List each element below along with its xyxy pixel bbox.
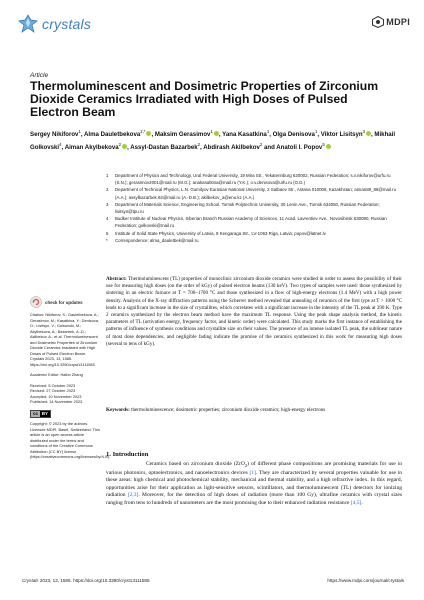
author-name[interactable]: Maksim Gerasimov	[154, 131, 211, 139]
affiliation-item	[106, 186, 402, 200]
author-affiliation-marker: 1	[78, 129, 81, 134]
refresh-icon	[30, 296, 42, 308]
cc-by-license-badge[interactable]	[30, 410, 51, 419]
article-type: Article	[30, 72, 49, 79]
author-affiliation-marker: 2	[259, 141, 263, 147]
accepted-date: Accepted: 10 November 2023	[30, 393, 82, 399]
author-affiliation-marker: 5	[322, 141, 325, 147]
affiliation-item	[106, 201, 402, 215]
footer-journal-url[interactable]: https://www.mdpi.com/journal/crystals	[327, 578, 404, 583]
affiliation-number: 5	[106, 230, 109, 236]
footer-doi[interactable]: 2023, 13, 1585. https://doi.org/10.3390/cryst13111585	[39, 578, 150, 583]
author-list: Sergey Nikiforov$^1$, Alma Dauletbekova$^{2,*}$ , Maksim Gerasimov$^1$ , Yana Kasatkina$^1$, Olga Denisova$^1$, Viktor Lisitsyn$^3$ , Mikhail Golkovski$^4$, Aiman Akylbekova$^2$ , Assyl-Dastan Bazarbek$^2$, Abdirash Akilbekov$^2$ and Anatoli I. Popov$^5$	[30, 129, 396, 151]
cc-badge-left: cc	[33, 411, 38, 416]
section-heading-introduction: 1. Introduction	[106, 451, 149, 458]
orcid-icon[interactable]	[146, 131, 151, 136]
author-affiliation-marker: 3	[362, 129, 366, 134]
affiliation-item	[106, 215, 402, 229]
author-affiliation-marker: 2,*	[140, 129, 146, 134]
journal-name: crystals	[42, 16, 92, 32]
author-name[interactable]: Abdirash Akilbekov	[203, 143, 260, 151]
affiliation-number: 4	[106, 216, 109, 222]
affiliation-text: Department of Technical Physics, L.N. Gumilyov Eurasian National University, 2 Satbaev Str., Astana 010008, Kazakhstan; aiman88_88@mail.ru (A.A.); assylbazarbek.92@mail.ru (A.-D.B.); akilbekov_a@enu.kz (A.A.)	[115, 187, 397, 200]
author-affiliation-marker: 1	[314, 129, 318, 134]
intro-text-c: . They are characterized by several properties valuable for use in these areas: high chemical and photochemical stability, mechanical and thermal stability, and a high refractive index. In this regard, opportunities arise for their application as light-sensitive sensors, scintillators, and thermoluminescent (TL) detectors for ionizing radiation	[106, 469, 402, 499]
revised-date: Revised: 27 October 2023	[30, 388, 76, 393]
cc-badge-right: BY	[41, 411, 48, 416]
author-name[interactable]: Viktor Lisitsyn	[320, 131, 363, 139]
copyright-text: Copyright: © 2023 by the authors. Licensee MDPI, Basel, Switzerland. This article is an open access article distributed under the terms and conditions of the Creative Commons Attribution (CC BY) license (https://creativecommons.org/licenses/by/4.0/).	[30, 421, 111, 459]
received-date: Received: 5 October 2023	[30, 382, 76, 388]
affiliation-text: Department of Materials Science, Engineering School, Tomsk Polytechnic University, 30 Lenin Ave., Tomsk 634050, Russian Federation; lisitsyn@tpu.ru	[115, 201, 380, 215]
keywords-label: Keywords:	[106, 407, 130, 413]
publication-dates	[30, 383, 100, 405]
affiliation-text: Correspondence: alma_dauletbek@mail.ru	[115, 237, 199, 243]
affiliation-number: 3	[106, 201, 109, 207]
published-date: Published: 14 November 2023	[30, 399, 83, 404]
affiliation-list	[106, 172, 402, 244]
author-name[interactable]: Sergey Nikiforov	[30, 131, 79, 139]
publisher-name: MDPI	[386, 17, 410, 27]
author-name[interactable]: Yana Kasatkina	[222, 131, 267, 139]
author-affiliation-marker: 2	[197, 141, 201, 147]
check-for-updates-button[interactable]	[30, 296, 100, 308]
author-name[interactable]: Alma Dauletbekova	[84, 131, 141, 139]
citation-text: Citation: Nikiforov, S.; Dauletbekova, A.; Gerasimov, M.; Kasatkina, Y.; Denisova, O.; Lisitsyn, V.; Golkovski, M.; Akylbekova, A.; Bazarbek, A.-D.; Akilbekov, A.; et al. Thermoluminescent and Dosimetric Properties of Zirconium Dioxide Ceramics Irradiated with High Doses of Pulsed Electron Beam. Crystals 2023, 13, 1585. https://doi.org/10.3390/cryst13111585	[30, 312, 99, 367]
orcid-icon[interactable]	[326, 144, 331, 149]
check-for-updates-label: check for updates	[45, 299, 83, 305]
page-header	[18, 14, 410, 42]
abstract-text: Thermoluminescent (TL) properties of monoclinic zirconium dioxide ceramics were studied in order to assess the possibility of their use for measuring high doses (on the order of kGy) of pulsed electron beams (130 keV). Two types of samples were used: those synthesized by sintering in an electric furnace at T = 700–1700 °C and those synthesized in a flow of high-energy electrons (1.4 MeV) with a high power density. Analysis of the X-ray diffraction patterns using the Scherrer method revealed that annealing of ceramics of the first type at T > 1000 °C leads to a significant increase in the size of crystallites, which correlates with a significant increase in the intensity of the TL peak at 390 K. Type 2 ceramics synthesized by the electron beam method have the maximum TL response. Using the peak shape analysis method, the kinetic parameters of TL (activation energy, frequency factor, and kinetic order) were calculated. This study marks the first instance of establishing the patterns of influence of synthesis conditions and crystallite size on their values. The presence of an intense isolated TL peak, the sublinear nature of most dose dependencies, and negligible fading indicate the promise of the ceramics synthesized in this work for measuring high doses (several to tens of kGy).	[106, 276, 402, 347]
affiliation-number: *	[106, 237, 108, 243]
abstract	[106, 276, 402, 348]
page-title: Thermoluminescent and Dosimetric Properties of Zirconium Dioxide Ceramics Irradiated with High Doses of Pulsed Electron Beam	[30, 79, 379, 120]
author-affiliation-marker: 1	[210, 129, 213, 134]
mdpi-icon	[372, 16, 384, 28]
introduction-paragraph	[106, 461, 402, 507]
publisher-logo[interactable]	[372, 16, 410, 28]
author-name[interactable]: Aiman Akylbekova	[64, 143, 119, 151]
affiliation-text: Budker Institute of Nuclear Physics, Siberian Branch Russian Academy of Sciences, 11 Acad. Lavrentiev Ave., Novosibirsk 630090, Russian Federation; golkovski@mail.ru	[115, 216, 387, 229]
orcid-icon[interactable]	[366, 131, 371, 136]
intro-text-d: . Moreover, for the detection of high doses of radiation (more than 100 Gy), ultrafine ceramics with crystal sizes ranging from tens to hundreds of nanometers are the most promising due to their enhanced radiation resistance	[106, 492, 402, 506]
orcid-icon[interactable]	[214, 131, 219, 136]
reference-link-1[interactable]: [1]	[249, 469, 256, 476]
keywords	[106, 407, 402, 414]
author-affiliation-marker: 4	[59, 141, 62, 147]
journal-logo[interactable]	[18, 14, 91, 34]
author-affiliation-marker: 2	[118, 141, 122, 147]
author-name[interactable]: Anatoli I. Popov	[276, 143, 323, 151]
article-sidebar	[30, 296, 111, 465]
author-name[interactable]: Olga Denisova	[272, 131, 315, 139]
affiliation-item	[106, 230, 402, 237]
orcid-icon[interactable]	[122, 144, 127, 149]
intro-text-e: .	[361, 499, 363, 506]
footer-journal: Crystals	[22, 578, 39, 583]
affiliation-item	[106, 172, 402, 186]
author-name[interactable]: Mikhail Golkovski	[30, 131, 396, 151]
author-name[interactable]: Assyl-Dastan Bazarbek	[130, 143, 198, 151]
affiliation-number: 1	[106, 173, 109, 178]
author-affiliation-marker: 1	[266, 129, 270, 134]
affiliation-text: Department of Physics and Technology, Ural Federal University, 19 Mira Str., Yekaterinburg 620002, Russian Federation; s.v.nikiforov@urfu.ru (S.N.); gerasimov2001@mail.ru (M.G.); anakasatkina@mail.ru (Y.K.); o.v.denisova@urfu.ru (O.D.)	[115, 173, 391, 186]
affiliation-item	[106, 237, 402, 244]
crystal-icon	[18, 14, 38, 34]
keywords-text: thermoluminescence; dosimetric properties; zirconium dioxide ceramics; high-energy electrons	[131, 407, 326, 413]
intro-subscript: 2	[244, 463, 248, 469]
abstract-label: Abstract:	[106, 276, 127, 282]
page-footer	[22, 578, 404, 583]
reference-link-4-5[interactable]: [4,5]	[350, 499, 362, 506]
reference-link-2-3[interactable]: [2,3]	[127, 492, 139, 499]
academic-editor: Academic Editor: Haibo Zhang	[30, 372, 83, 377]
intro-text-a: Ceramics based on zirconium dioxide (ZrO	[146, 461, 245, 467]
affiliation-text: Institute of Solid State Physics, University of Latvia, 8 Kengaraga Str., LV-1063 Riga, Latvia; popov@latnet.lv	[115, 230, 326, 236]
footer-citation	[22, 578, 150, 583]
affiliation-number: 2	[106, 187, 109, 193]
intro-text-b: ) of different phase compositions are promising materials for use in various photonics, optoelectronics, and nanoelectronics devices	[106, 461, 402, 476]
